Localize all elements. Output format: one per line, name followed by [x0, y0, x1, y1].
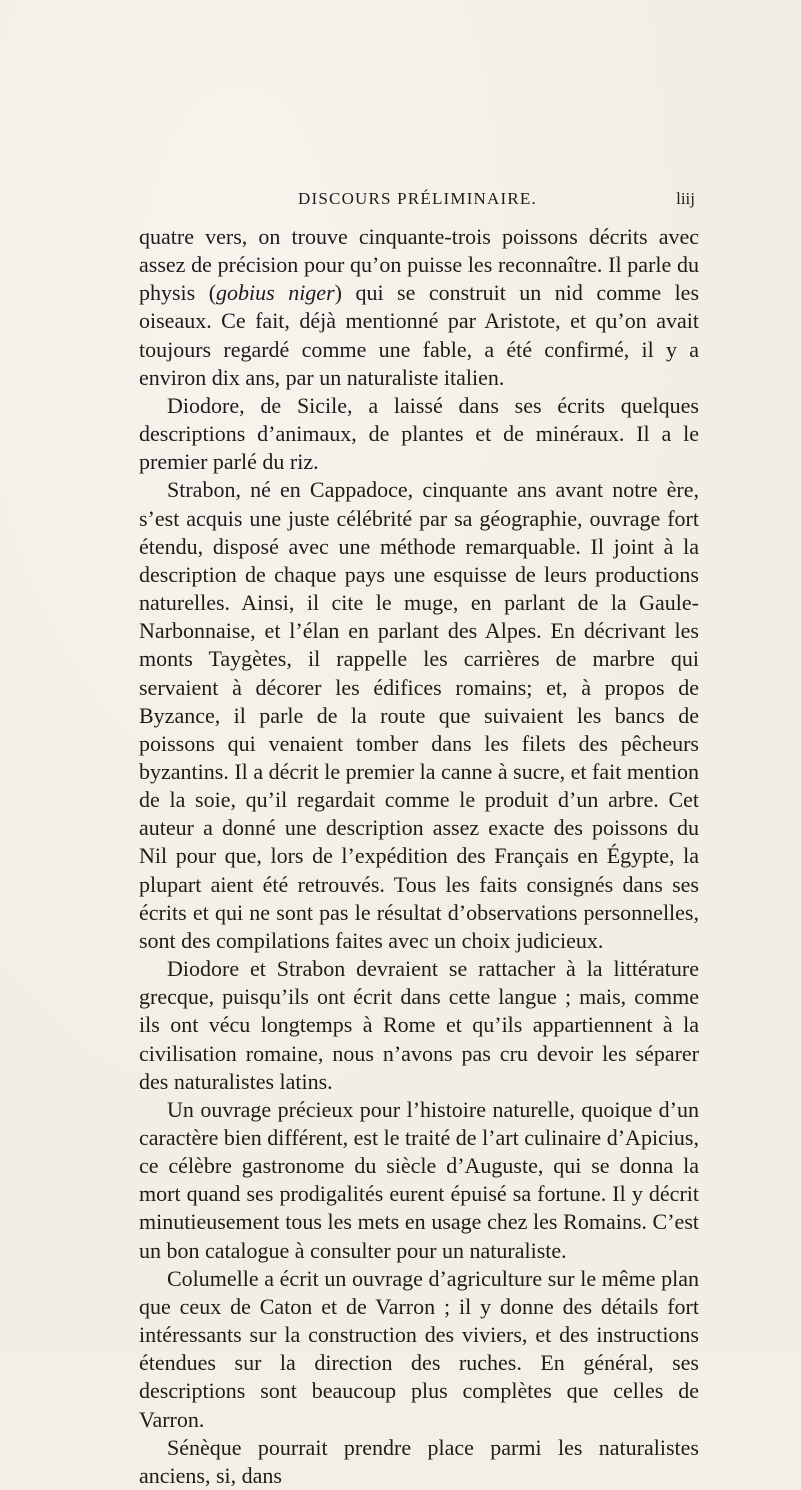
- text-span: quatre vers, on trouve cinquante-trois poissons décrits avec assez de précision pour qu’on puisse les reconnaître. Il parle du physis (: [139, 224, 699, 306]
- text-span: ) qui se construit un nid comme les oiseaux. Ce fait, déjà mentionné par Aristote, et qu’on avait toujours regardé comme une fable, a été confirmé, il y a environ dix ans, par un naturaliste italien.: [139, 280, 700, 390]
- running-head: DISCOURS PRÉLIMINAIRE.: [298, 189, 537, 208]
- text-span: Strabon, né en Cappadoce, cinquante ans avant notre ère, s’est acquis une juste célébrité par sa géographie, ouvrage fort étendu, disposé avec une méthode remarquable. Il joint à la description de chaque pays une esquisse de leurs productions naturelles. Ainsi, il cite le muge, en parlant de la Gaule-Narbonnaise, et l’élan en parlant des Alpes. En décrivant les monts Taygètes, il rappelle les carrières de marbre qui servaient à décorer les édifices romains; et, à propos de Byzance, il parle de la route que suivaient les bancs de poissons qui venaient tomber dans les filets des pêcheurs byzantins. Il a décrit le premier la canne à sucre, et fait mention de la soie, qu’il regardait comme le produit d’un arbre. Cet auteur a donné une description assez exacte des poissons du Nil pour que, lors de l’expédition des Français en Égypte, la plupart aient été retrouvés. Tous les faits consignés dans ses écrits et qui ne sont pas le résultat d’observations personnelles, sont des compilations faites avec un choix judicieux.: [139, 477, 699, 953]
- page-number: liij: [676, 189, 695, 208]
- text-span: Diodore, de Sicile, a laissé dans ses écrits quelques descriptions d’animaux, de plantes et de minéraux. Il a le premier parlé du riz.: [139, 392, 699, 475]
- paragraph-2: [139, 392, 699, 476]
- paragraph-3: [139, 476, 699, 955]
- paragraph-1: [139, 223, 699, 392]
- text-span: Columelle a écrit un ouvrage d’agriculture sur le même plan que ceux de Caton et de Varron ; il y donne des détails fort intéressants sur la construction des viviers, et des instructions étendues sur la direction des ruches. En général, ses descriptions sont beaucoup plus complètes que celles de Varron.: [139, 1265, 699, 1432]
- body-text: [139, 223, 699, 1490]
- paragraph-7: [139, 1434, 699, 1490]
- paragraph-6: [139, 1265, 699, 1434]
- text-span: Un ouvrage précieux pour l’histoire naturelle, quoique d’un caractère bien différent, est le traité de l’art culinaire d’Apicius, ce célèbre gastronome du siècle d’Auguste, qui se donna la mort quand ses prodigalités eurent épuisé sa fortune. Il y décrit minutieusement tous les mets en usage chez les Romains. C’est un bon catalogue à consulter pour un naturaliste.: [139, 1096, 699, 1263]
- paragraph-4: [139, 955, 699, 1096]
- page-header: [140, 186, 695, 212]
- text-span: Diodore et Strabon devraient se rattacher à la littérature grecque, puisqu’ils ont écrit dans cette langue ; mais, comme ils ont vécu longtemps à Rome et qu’ils appartiennent à la civilisation romaine, nous n’avons pas cru devoir les séparer des naturalistes latins.: [139, 956, 699, 1094]
- italic-species-name: gobius niger: [216, 280, 335, 306]
- paragraph-5: [139, 1096, 699, 1265]
- text-span: Sénèque pourrait prendre place parmi les naturalistes anciens, si, dans: [139, 1434, 699, 1488]
